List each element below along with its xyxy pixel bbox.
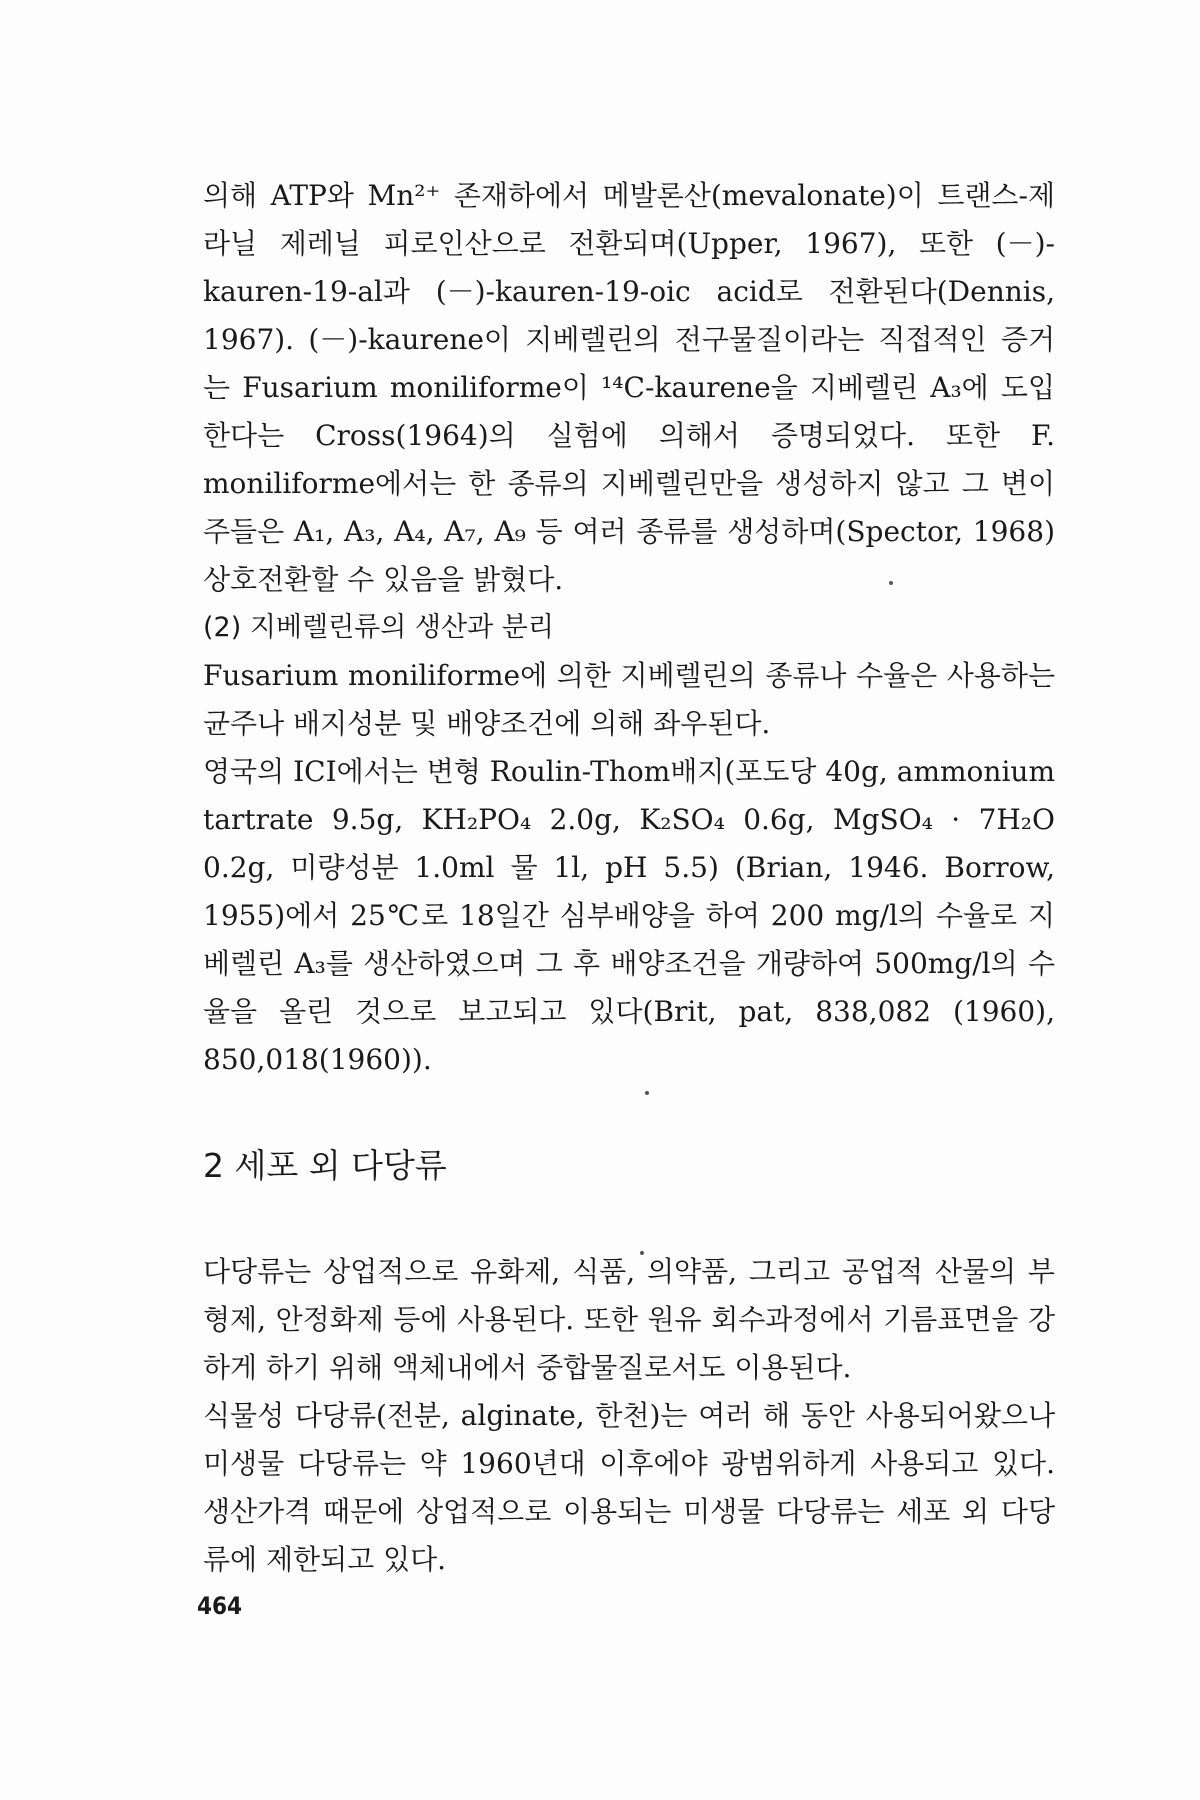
scan-speck <box>645 1091 649 1095</box>
paragraph-microbial-polysaccharides: 식물성 다당류(전분, alginate, 한천)는 여러 해 동안 사용되어왔으나 미생물 다당류는 약 1960년대 이후에야 광범위하게 사용되고 있다. 생산가격 때문에 상업적으로 이용되는 미생물 다당류는 세포 외 다당류에 제한되고 있다. <box>203 1399 1055 1576</box>
scan-speck <box>640 1251 644 1255</box>
body-text <box>203 172 1055 1584</box>
paragraph-strain-conditions: Fusarium moniliforme에 의한 지베렐린의 종류나 수율은 사용하는 균주나 배지성분 및 배양조건에 의해 좌우된다. <box>203 659 1055 740</box>
paragraph-polysaccharide-uses: 다당류는 상업적으로 유화제, 식품, 의약품, 그리고 공업적 산물의 부형제, 안정화제 등에 사용된다. 또한 원유 회수과정에서 기름표면을 강하게 하기 위해 액체내에서 중합물질로서도 이용된다. <box>203 1255 1055 1384</box>
scan-speck <box>889 581 893 585</box>
paragraph-gibberellin-biosynthesis: 의해 ATP와 Mn²⁺ 존재하에서 메발론산(mevalonate)이 트랜스-제라닐 제레닐 피로인산으로 전환되며(Upper, 1967), 또한 (－)-kauren-19-al과 (－)-kauren-19-oic acid로 전환된다(Dennis, 1967). (－)-kaurene이 지베렐린의 전구물질이라는 직접적인 증거는 Fusarium moniliforme이 ¹⁴C-kaurene을 지베렐린 A₃에 도입한다는 Cross(1964)의 실험에 의해서 증명되었다. 또한 F. moniliforme에서는 한 종류의 지베렐린만을 생성하지 않고 그 변이주들은 A₁, A₃, A₄, A₇, A₉ 등 여러 종류를 생성하며(Spector, 1968) 상호전환할 수 있음을 밝혔다. <box>203 179 1055 596</box>
subsection-heading: (2) 지베렐린류의 생산과 분리 <box>203 612 554 643</box>
section-heading: 2 세포 외 다당류 <box>203 1146 447 1185</box>
page-number: 464 <box>197 1592 243 1620</box>
paragraph-ici-production: 영국의 ICI에서는 변형 Roulin-Thom배지(포도당 40g, ammonium tartrate 9.5g, KH₂PO₄ 2.0g, K₂SO₄ 0.6g, MgSO₄ · 7H₂O 0.2g, 미량성분 1.0ml 물 1l, pH 5.5) (Brian, 1946. Borrow, 1955)에서 25℃로 18일간 심부배양을 하여 200 mg/l의 수율로 지베렐린 A₃를 생산하였으며 그 후 배양조건을 개량하여 500mg/l의 수율을 올린 것으로 보고되고 있다(Brit, pat, 838,082 (1960), 850,018(1960)). <box>203 755 1055 1076</box>
